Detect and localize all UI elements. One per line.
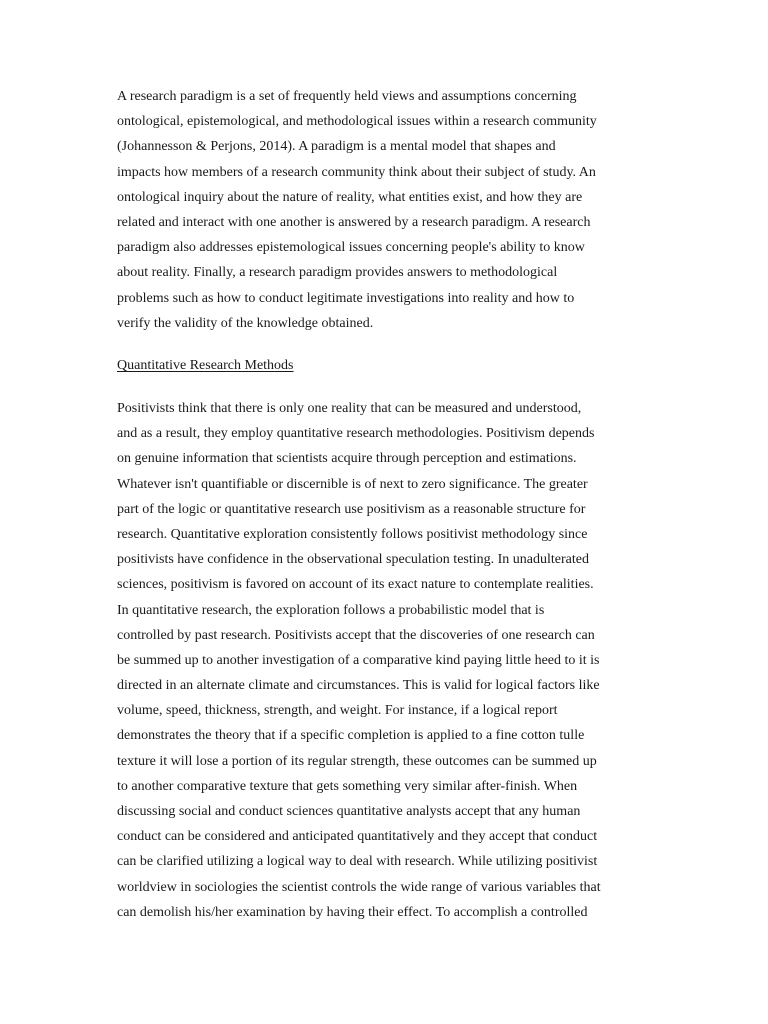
paragraph-line: impacts how members of a research community think about their subject of study. An (117, 164, 596, 180)
paragraph-line: In quantitative research, the exploration follows a probabilistic model that is (117, 602, 545, 618)
paragraph-line: controlled by past research. Positivists accept that the discoveries of one research can (117, 627, 595, 643)
paragraph-line: positivists have confidence in the observational speculation testing. In unadulterated (117, 552, 589, 568)
paragraph-line: ontological inquiry about the nature of reality, what entities exist, and how they are (117, 189, 583, 205)
paragraph-line: sciences, positivism is favored on account of its exact nature to contemplate realities. (117, 577, 594, 593)
section-heading-block (117, 353, 657, 378)
paragraph-line: Whatever isn't quantifiable or discernible is of next to zero significance. The greater (117, 476, 588, 492)
paragraph-line: about reality. Finally, a research paradigm provides answers to methodological (117, 265, 558, 281)
paragraph-line: part of the logic or quantitative research use positivism as a reasonable structure for (117, 501, 586, 517)
paragraph-line: discussing social and conduct sciences quantitative analysts accept that any human (117, 804, 581, 819)
paragraph-line: verify the validity of the knowledge obtained. (117, 315, 374, 331)
paragraph-line: (Johannesson & Perjons, 2014). A paradigm is a mental model that shapes and (117, 139, 556, 155)
paragraph-line: paradigm also addresses epistemological issues concerning people's ability to know (117, 240, 585, 256)
paragraph-line: conduct can be considered and anticipated quantitatively and they accept that conduct (117, 829, 598, 845)
paragraph-line: texture it will lose a portion of its regular strength, these outcomes can be summed up (117, 753, 597, 769)
paragraph-line: can be clarified utilizing a logical way to deal with research. While utilizing positivist (117, 854, 598, 870)
paragraph-line: volume, speed, thickness, strength, and weight. For instance, if a logical report (117, 703, 558, 719)
paragraph-line: be summed up to another investigation of a comparative kind paying little heed to it is (117, 652, 600, 668)
paragraph-line: to another comparative texture that gets something very similar after-finish. When (117, 778, 578, 794)
paragraph-line: Positivists think that there is only one reality that can be measured and understood, (117, 401, 582, 416)
paragraph-line: and as a result, they employ quantitative research methodologies. Positivism depends (117, 426, 595, 442)
paragraph-line: directed in an alternate climate and circumstances. This is valid for logical factors like (117, 678, 600, 694)
paragraph-line: demonstrates the theory that if a specific completion is applied to a fine cotton tulle (117, 728, 585, 744)
section-heading: Quantitative Research Methods (117, 358, 294, 373)
paragraph-line: problems such as how to conduct legitimate investigations into reality and how to (117, 290, 575, 306)
paragraph-line: research. Quantitative exploration consistently follows positivist methodology since (117, 526, 588, 542)
intro-paragraph (117, 84, 657, 336)
paragraph-line: worldview in sociologies the scientist controls the wide range of various variables that (117, 879, 601, 895)
paragraph-line: can demolish his/her examination by having their effect. To accomplish a controlled (117, 904, 588, 920)
paragraph-line: ontological, epistemological, and methodological issues within a research community (117, 114, 597, 130)
quantitative-paragraph (117, 396, 657, 925)
paragraph-line: A research paradigm is a set of frequently held views and assumptions concerning (117, 89, 577, 104)
paragraph-line: on genuine information that scientists acquire through perception and estimations. (117, 451, 577, 467)
paragraph-line: related and interact with one another is answered by a research paradigm. A research (117, 214, 591, 230)
